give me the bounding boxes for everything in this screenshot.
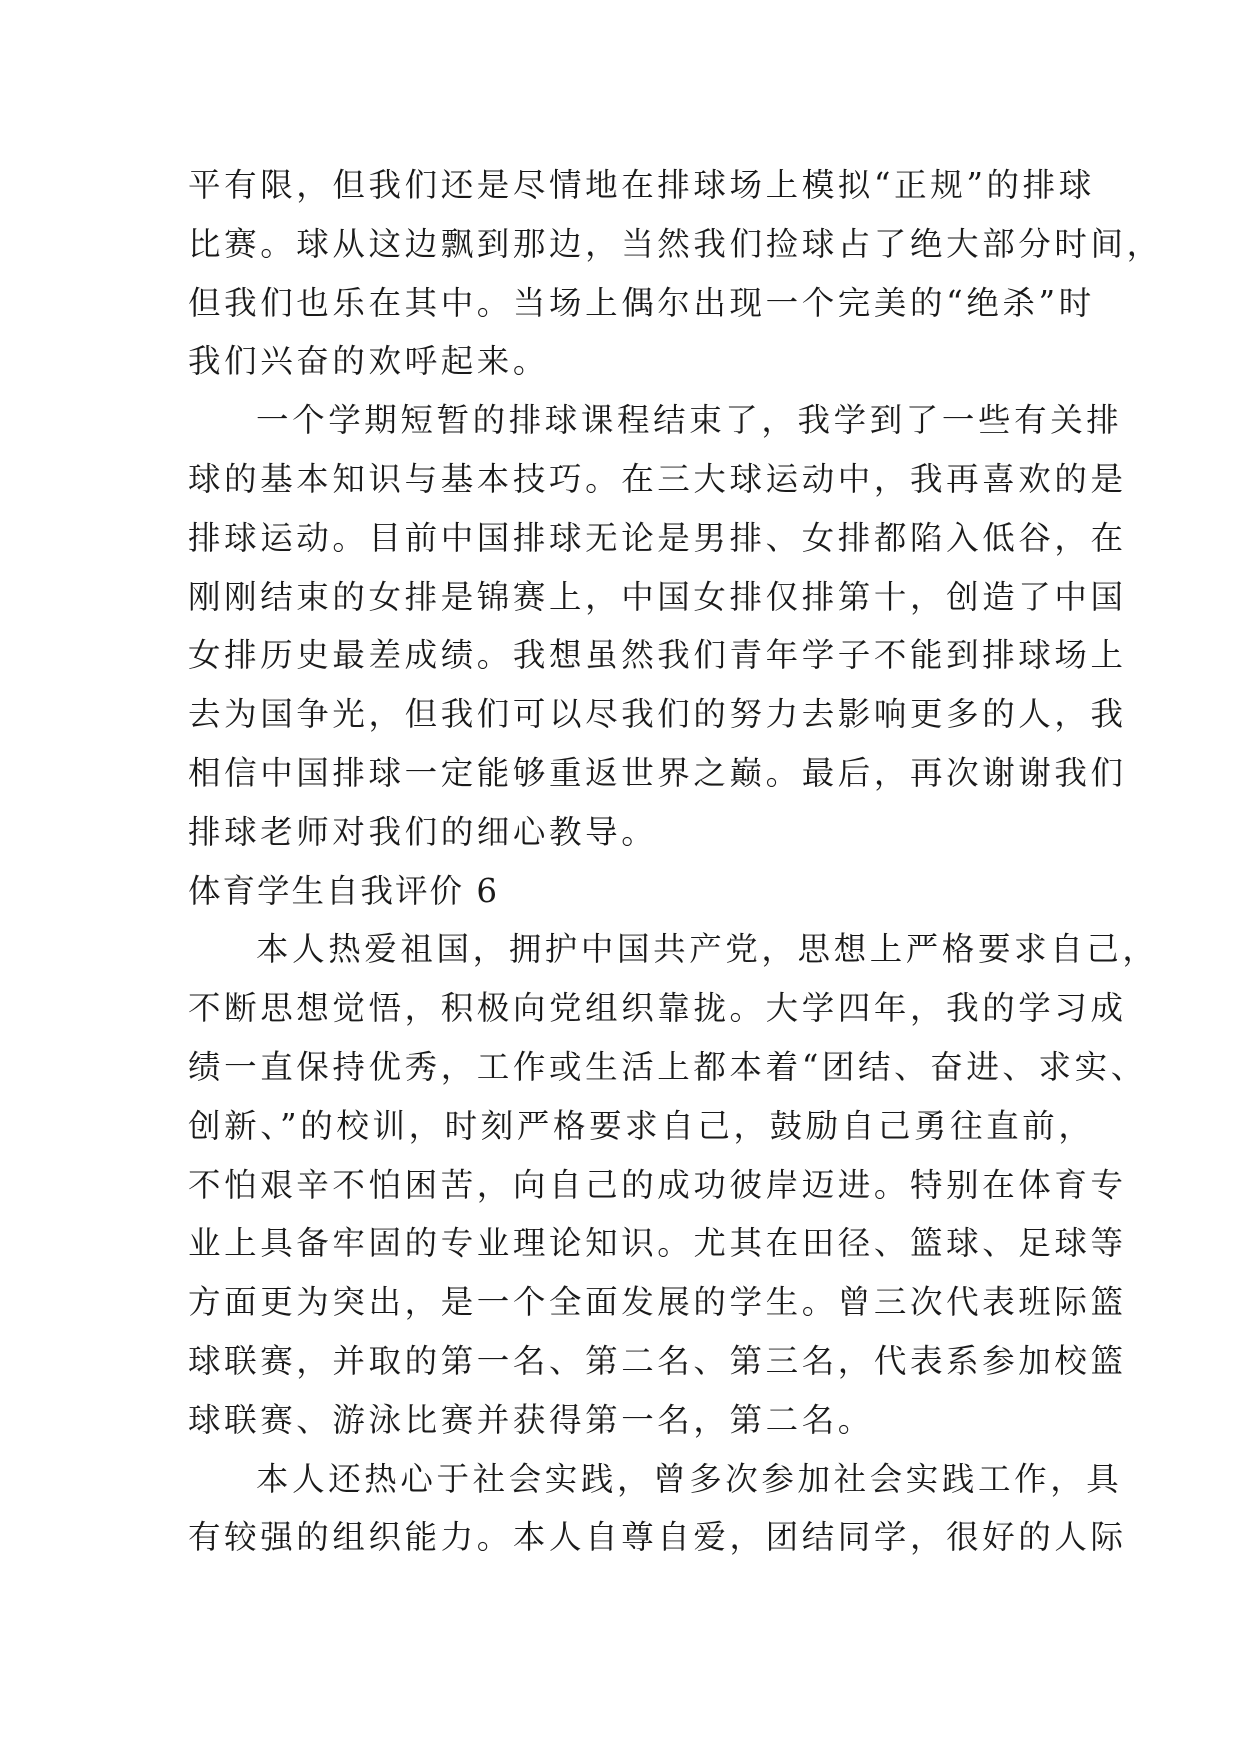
paragraph-3-line-7: 方面更为突出，是一个全面发展的学生。曾三次代表班际篮	[188, 1283, 1127, 1322]
paragraph-2-line-8: 排球老师对我们的细心教导。	[188, 812, 658, 851]
paragraph-3-line-4: 创新、”的校训，时刻严格要求自己，鼓励自己勇往直前，	[188, 1106, 1095, 1145]
paragraph-2-line-6: 去为国争光，但我们可以尽我们的努力去影响更多的人，我	[188, 695, 1127, 734]
paragraph-1-line-4: 我们兴奋的欢呼起来。	[188, 342, 550, 381]
paragraph-1-line-2: 比赛。球从这边飘到那边，当然我们捡球占了绝大部分时间，	[188, 224, 1163, 263]
paragraph-2-line-2: 球的基本知识与基本技巧。在三大球运动中，我再喜欢的是	[188, 459, 1127, 498]
paragraph-3-line-9: 球联赛、游泳比赛并获得第一名，第二名。	[188, 1400, 874, 1439]
paragraph-3-line-1: 本人热爱祖国，拥护中国共产党，思想上严格要求自己，	[256, 930, 1159, 969]
paragraph-4-line-2: 有较强的组织能力。本人自尊自爱，团结同学，很好的人际	[188, 1518, 1127, 1557]
paragraph-2-line-3: 排球运动。目前中国排球无论是男排、女排都陷入低谷，在	[188, 518, 1127, 557]
paragraph-1-line-1: 平有限，但我们还是尽情地在排球场上模拟“正规”的排球	[188, 166, 1095, 204]
paragraph-3-line-2: 不断思想觉悟，积极向党组织靠拢。大学四年，我的学习成	[188, 989, 1127, 1028]
document-body	[188, 156, 1163, 1567]
paragraph-3-line-8: 球联赛，并取的第一名、第二名、第三名，代表系参加校篮	[188, 1341, 1127, 1380]
paragraph-2-line-7: 相信中国排球一定能够重返世界之巅。最后，再次谢谢我们	[188, 753, 1127, 792]
section-heading: 体育学生自我评价 6	[188, 871, 500, 910]
paragraph-2-line-1: 一个学期短暂的排球课程结束了，我学到了一些有关排	[256, 401, 1123, 440]
paragraph-2-line-4: 刚刚结束的女排是锦赛上，中国女排仅排第十，创造了中国	[188, 577, 1127, 616]
paragraph-1-line-3: 但我们也乐在其中。当场上偶尔出现一个完美的“绝杀”时	[188, 283, 1095, 322]
paragraph-3-line-6: 业上具备牢固的专业理论知识。尤其在田径、篮球、足球等	[188, 1224, 1127, 1263]
paragraph-3-line-3: 绩一直保持优秀，工作或生活上都本着“团结、奋进、求实、	[188, 1047, 1147, 1086]
paragraph-3-line-5: 不怕艰辛不怕困苦，向自己的成功彼岸迈进。特别在体育专	[188, 1165, 1127, 1204]
paragraph-2-line-5: 女排历史最差成绩。我想虽然我们青年学子不能到排球场上	[188, 636, 1127, 675]
paragraph-4-line-1: 本人还热心于社会实践，曾多次参加社会实践工作，具	[256, 1459, 1123, 1498]
